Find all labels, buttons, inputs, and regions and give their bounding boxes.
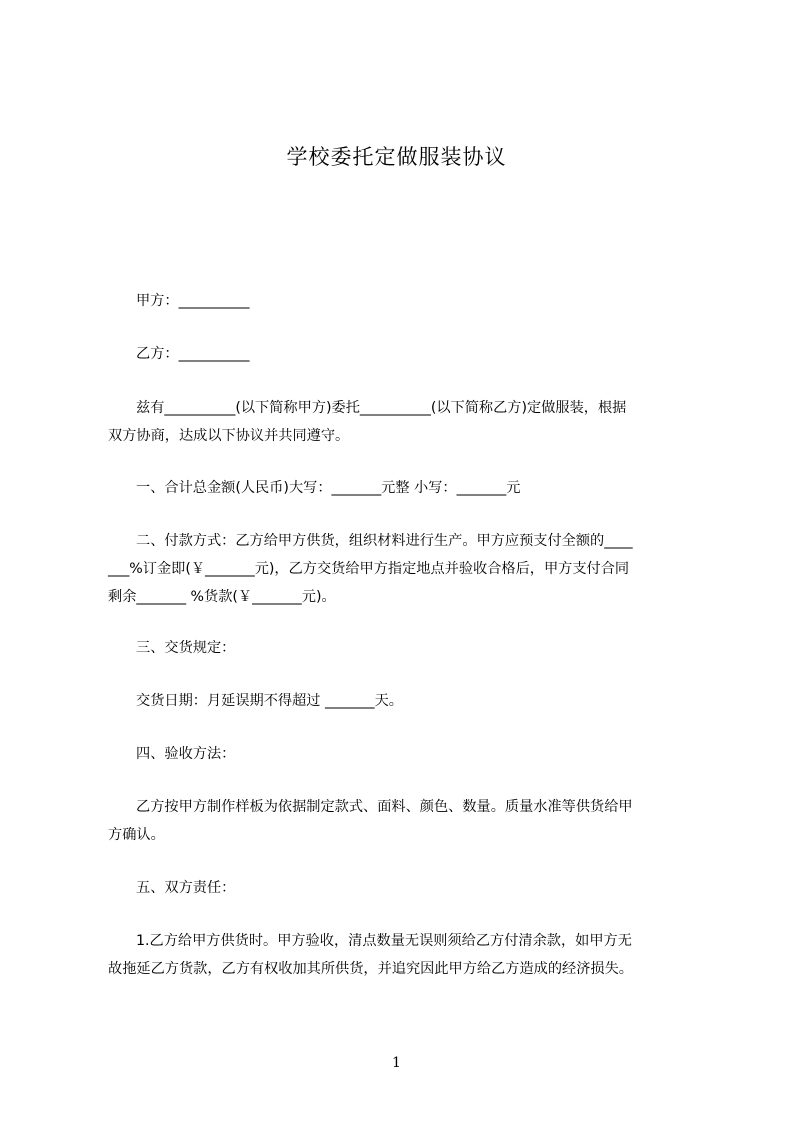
- section-1-total-amount: 一、合计总金额(人民币)大写：_______元整 小写：_______元: [136, 480, 521, 496]
- section-5-item-1-line-1: 1.乙方给甲方供货时。甲方验收，清点数量无误则须给乙方付清余款，如甲方无: [136, 933, 632, 949]
- section-4-line-2: 方确认。: [108, 827, 165, 843]
- section-3-heading: 三、交货规定：: [136, 640, 236, 656]
- page-number: 1: [392, 1055, 401, 1071]
- intro-line-1: 兹有__________(以下简称甲方)委托__________(以下简称乙方)定做服装，根据: [136, 400, 627, 416]
- party-a-line: 甲方：__________: [136, 293, 250, 309]
- document-title: 学校委托定做服装协议: [286, 145, 507, 169]
- section-2-line-1: 二、付款方式：乙方给甲方供货，组织材料进行生产。甲方应预支付全额的____: [136, 533, 633, 549]
- delivery-date-line: 交货日期：月延误期不得超过 _______天。: [136, 693, 403, 709]
- section-5-heading: 五、双方责任：: [136, 880, 236, 896]
- section-2-line-3: 剩余_______ %货款(￥_______元)。: [108, 589, 336, 605]
- intro-paragraph: [108, 394, 736, 450]
- intro-line-2: 双方协商，达成以下协议并共同遵守。: [108, 428, 350, 444]
- section-4-heading: 四、验收方法：: [136, 746, 236, 762]
- section-4-body: [108, 793, 736, 849]
- section-5-item-1-line-2: 故拖延乙方货款，乙方有权收加其所供货，并追究因此甲方给乙方造成的经济损失。: [108, 961, 633, 977]
- section-4-line-1: 乙方按甲方制作样板为依据制定款式、面料、颜色、数量。质量水准等供货给甲: [136, 799, 633, 815]
- section-2-line-2: ___%订金即(￥_______元)，乙方交货给甲方指定地点并验收合格后，甲方支付合同: [108, 561, 630, 577]
- section-2-payment: [108, 527, 736, 611]
- party-b-line: 乙方：__________: [136, 346, 250, 362]
- section-5-item-1: [108, 927, 736, 983]
